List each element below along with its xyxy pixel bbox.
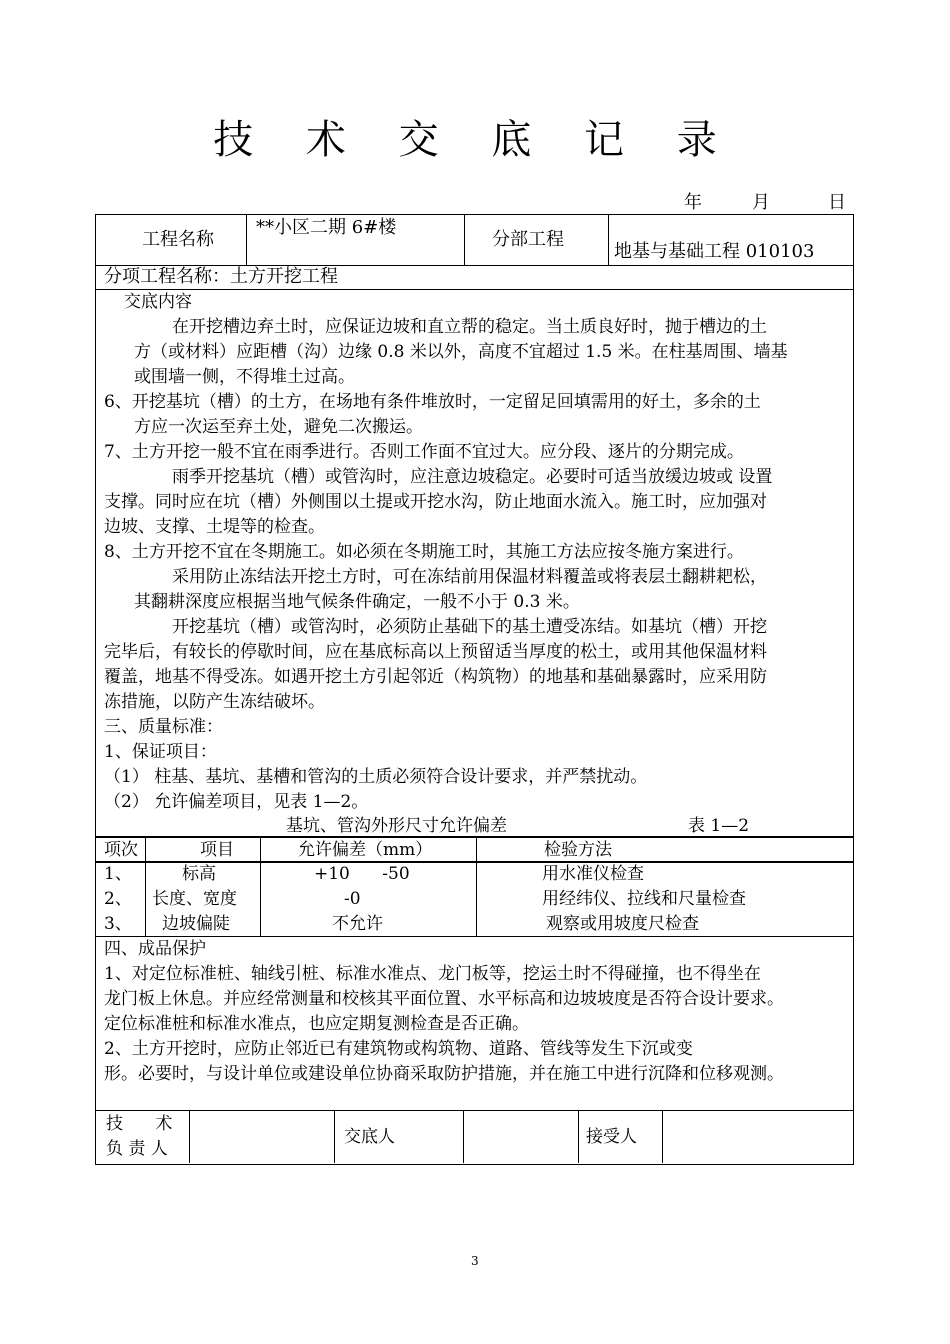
protection-line: 龙门板上休息。并应经常测量和校核其平面位置、水平标高和边坡坡度是否符合设计要求。 xyxy=(104,989,784,1009)
division-value: 地基与基础工程 010103 xyxy=(614,241,815,262)
table-cell: +10 -50 xyxy=(314,864,410,884)
protection-line: 形。必要时，与设计单位或建设单位协商采取防护措施，并在施工中进行沉降和位移观测。 xyxy=(104,1064,784,1084)
content-heading: 交底内容 xyxy=(124,292,192,312)
table-cell: 2、 xyxy=(104,889,132,909)
content-line: 在开挖槽边弃土时，应保证边坡和直立帮的稳定。当土质良好时，抛于槽边的土 xyxy=(172,317,767,337)
table-cell: -0 xyxy=(344,889,361,909)
table-cell: 用水准仪检查 xyxy=(542,864,644,884)
handover-signature-field[interactable] xyxy=(466,1112,576,1160)
content-line: 开挖基坑（槽）或管沟时，必须防止基础下的基土遭受冻结。如基坑（槽）开挖 xyxy=(172,617,767,637)
table-cell: 不允许 xyxy=(332,914,383,934)
content-line: 采用防止冻结法开挖土方时，可在冻结前用保温材料覆盖或将表层土翻耕耙松， xyxy=(172,567,767,587)
tech-lead-signature-field[interactable] xyxy=(191,1112,331,1160)
table-number: 表 1—2 xyxy=(688,816,750,836)
table-header-method: 检验方法 xyxy=(544,840,612,860)
content-line: 冻措施，以防产生冻结破坏。 xyxy=(104,692,325,712)
protection-line: 定位标准桩和标准水准点，也应定期复测检查是否正确。 xyxy=(104,1014,529,1034)
content-line: 7、土方开挖一般不宜在雨季进行。否则工作面不宜过大。应分段、逐片的分期完成。 xyxy=(104,442,744,462)
project-name-value: **小区二期 6#楼 xyxy=(256,217,397,238)
handover-label: 交底人 xyxy=(344,1127,395,1147)
content-line: 边坡、支撑、土堤等的检查。 xyxy=(104,517,325,537)
page-number: 3 xyxy=(471,1254,479,1268)
tech-lead-label-line1: 技 术 xyxy=(106,1114,173,1134)
content-line: 三、质量标准： xyxy=(104,717,223,737)
table-caption: 基坑、管沟外形尺寸允许偏差 xyxy=(286,816,507,836)
content-line: 方（或材料）应距槽（沟）边缘 0.8 米以外，高度不宜超过 1.5 米。在柱基周围、墙基 xyxy=(134,342,788,362)
content-line: 8、土方开挖不宜在冬期施工。如必须在冬期施工时，其施工方法应按冬施方案进行。 xyxy=(104,542,744,562)
protection-line: 2、土方开挖时，应防止邻近已有建筑物或构筑物、道路、管线等发生下沉或变 xyxy=(104,1039,693,1059)
content-line: 雨季开挖基坑（槽）或管沟时，应注意边坡稳定。必要时可适当放缓边坡或 设置 xyxy=(172,467,773,487)
content-line: 或围墙一侧，不得堆土过高。 xyxy=(134,367,355,387)
table-cell: 长度、宽度 xyxy=(152,889,237,909)
date-month: 月 xyxy=(752,192,770,213)
date-day: 日 xyxy=(828,192,846,213)
content-line: 6、开挖基坑（槽）的土方，在场地有条件堆放时，一定留足回填需用的好土，多余的土 xyxy=(104,392,761,412)
content-line: 方应一次运至弃土处，避免二次搬运。 xyxy=(134,417,423,437)
table-header-item: 项目 xyxy=(200,840,234,860)
table-cell: 1、 xyxy=(104,864,132,884)
table-cell: 用经纬仪、拉线和尺量检查 xyxy=(542,889,746,909)
receiver-signature-field[interactable] xyxy=(665,1112,850,1160)
subitem-name: 分项工程名称：土方开挖工程 xyxy=(104,266,338,287)
table-cell: 标高 xyxy=(182,864,216,884)
project-name-label: 工程名称 xyxy=(142,229,214,250)
document-title: 技 术 交 底 记 录 xyxy=(213,117,737,163)
table-header-index: 项次 xyxy=(104,840,138,860)
content-line: 其翻耕深度应根据当地气候条件确定，一般不小于 0.3 米。 xyxy=(134,592,580,612)
content-line: （2） 允许偏差项目，见表 1—2。 xyxy=(104,792,369,812)
content-line: 覆盖，地基不得受冻。如遇开挖土方引起邻近（构筑物）的地基和基础暴露时，应采用防 xyxy=(104,667,767,687)
date-year: 年 xyxy=(684,192,702,213)
content-line: 1、保证项目： xyxy=(104,742,217,762)
content-line: 支撑。同时应在坑（槽）外侧围以土提或开挖水沟，防止地面水流入。施工时，应加强对 xyxy=(104,492,767,512)
table-header-tolerance: 允许偏差（mm） xyxy=(298,840,433,860)
division-label: 分部工程 xyxy=(492,229,564,250)
receiver-label: 接受人 xyxy=(586,1127,637,1147)
content-line: （1） 柱基、基坑、基槽和管沟的土质必须符合设计要求，并严禁扰动。 xyxy=(104,767,648,787)
table-cell: 3、 xyxy=(104,914,132,934)
table-cell: 观察或用坡度尺检查 xyxy=(546,914,699,934)
content-line: 完毕后，有较长的停歇时间，应在基底标高以上预留适当厚度的松土，或用其他保温材料 xyxy=(104,642,767,662)
tech-lead-label-line2: 负 责 人 xyxy=(106,1139,168,1159)
protection-line: 1、对定位标准桩、轴线引桩、标准水准点、龙门板等，挖运土时不得碰撞，也不得坐在 xyxy=(104,964,761,984)
protection-heading: 四、成品保护 xyxy=(104,939,206,959)
table-cell: 边坡偏陡 xyxy=(162,914,230,934)
